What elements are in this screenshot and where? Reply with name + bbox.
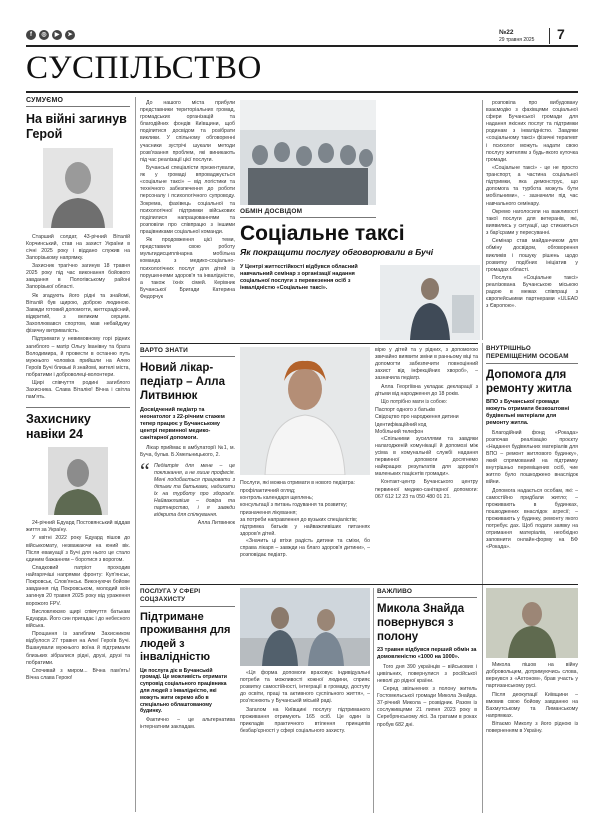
- seminar-photo: [240, 100, 376, 205]
- soldier-release-photo: [486, 588, 578, 658]
- instagram-icon[interactable]: ◎: [39, 30, 49, 40]
- release-article: ВАЖЛИВО Микола Знайда повернувся з полону 23 травня відбувся перший обмін за домовленістю «1000 на 1000». Того дня 390 українців – військових і цивільних, повернулися з російської неволі до рідної країни. Серед звільнених з полону житель Гостомельської громади Микола Знайда. 37-річний Микола – розвідник. Разом із сослуживцями 21 липня 2023 року в Серебрянському лісі. За гратами в роках пробув 682 дні.: [377, 588, 477, 728]
- support-title: Підтримане проживання для людей з інвалідністю: [140, 610, 231, 664]
- benefits-article: ВНУТРІШНЬО ПЕРЕМІЩЕНИМ ОСОБАМ Допомога для ремонту житла ВПО з Бучанської громади можуть отримати безкоштовні будівельні матеріали для ремонту житла. Благодійний фонд «Рокада» розпочав реалізацію проєкту «Надання будівельних матеріалів для ВПО – ремонт житлового будинку», який спрямований на підтримку внутрішньо переміщених осіб, чие житло було пошкоджено внаслідок війни. Допомога надається особам, які: – самостійно придбали житло; – проживають в будинках, пошкоджених внаслідок агресії; – проживають у будинку, ремонту якого потребує дах. Щоб подати заявку на отримання матеріалів, необхідно заповнити онлайн-форму на БФ «Рокада».: [486, 345, 578, 551]
- support-article: ПОСЛУГА У СФЕРІ СОЦЗАХИСТУ Підтримане проживання для людей з інвалідністю Ця послуга діє в Бучанській громаді. Це можливість отримати супровід соціального працівника для людей з інвалідністю, які можуть жити окремо або в спеціально облаштованому будинку. Фактично – це альтернатива інтернатним закладам.: [140, 588, 235, 731]
- list-item: Паспорт одного з батьків: [375, 407, 435, 414]
- doctor-lede: Досвідчений педіатр та неонатолог з 22-річним стажем тепер працює у Бучанському центрі первинної медико-санітарної допомоги.: [140, 406, 225, 441]
- list-item: профілактичний огляд;: [240, 488, 296, 495]
- doctor-article: [140, 347, 235, 527]
- feature-subtitle: Як покращити послугу обговорювали в Бучі: [240, 246, 434, 257]
- rubric-label: ВАЖЛИВО: [377, 588, 413, 595]
- doctor-services: Послуги, які можна отримати в нового педіатра: профілактичний огляд; контроль календаря щеплень; консультації з питань годування та розвитку; призначення лікування; за потреби направлення до вузьких спеціалістів; підтримка батьків у найважливіших питаннях здоров'я дітей. «Значить ці втіхи радість дитини та сміхи, бо справа лікаря – завжди на благо здоров'я дитини», – розповідає педіатр.: [240, 480, 370, 559]
- release-continuation: Микола пішов на війну добровольцем, дотримуючись слова, вернувся з «Ахтоном», брав участь у партизанському русі. Після деокупації Київщини – вмовив свою бойову завданню на Бахмутському та Лиманському напрямках. Вітаємо Миколу з його рідною із поверненням в Україну.: [486, 662, 578, 735]
- support-continuation: «Ця форма допомоги враховує індивідуальні потреби та можливості кожної людини, сприяє розвитку самостійності, інтеграції в громаду, доступу до освіти, праці та активного суспільного життя», – роз'яснюють у Бучанській міській раді. Загалом на Київщині послугу підтриманого проживання отримують 165 осіб. Це один із прикладів практичного втілення принципів безбар'єрності у сфері соціального захисту.: [240, 670, 370, 734]
- article-body: Старший солдат, 43-річний Віталій Корчинський, став на захист України в січні 2025 року і віддано служив на Запорізькому напрямку. Захисник трагічно загинув 18 травня 2025 року під час виконання бойового завдання в Пологівському районі Запорізької області. Як згадують його рідні та знайомі, Віталій був щирою, доброю людиною. Завжди готовий допомогти, життєрадісний, відкритий, з великим серцем. Захоплювався спортом, мав небайдужу фізичну витривалість. Підтримати у невимовному горі рідних загиблого – матір Ольгу Іванівну та брата Володимира, й провести в останню путь мужнього чоловіка прийшли на Алею Героїв Бучі близькі й знайомі, жителі міста, побратими і доброволеці-волонтери. Щирі співчуття родині загиблого Захисника. Слава Віталію! Вічна і світла пам'ять.: [26, 233, 130, 401]
- list-item: консультації з питань годування та розвитку;: [240, 502, 348, 509]
- benefits-lede: ВПО з Бучанської громади можуть отримати безкоштовні будівельні матеріали для ремонту житла.: [486, 398, 570, 426]
- list-item: за потреби направлення до вузьких спеціалістів;: [240, 516, 358, 523]
- rubric-label: ВНУТРІШНЬО ПЕРЕМІЩЕНИМ ОСОБАМ: [486, 345, 569, 360]
- youtube-icon[interactable]: ▶: [52, 30, 62, 40]
- issue-number: №22: [499, 29, 514, 36]
- pull-quote: [140, 457, 235, 527]
- rubric-label: ВАРТО ЗНАТИ: [140, 347, 188, 354]
- quote-mark-icon: “: [140, 457, 150, 483]
- doctor-title: Новий лікар-педіатр – Алла Литвинюк: [140, 361, 225, 402]
- quote-author: Алла Литвинюк: [197, 519, 235, 526]
- doctor-continuation: вірю у дітей та у рідних, з допомогою звичайно виявити зміни в ранньому віці та допомогти забезпечити повноцінний захист від інфекційних хвороб», – зазначила педіатр. Алла Георгіївна укладає декларації з дітьми від народження до 18 років. Що потрібно мати із собою: Паспорт одного з батьків Свідоцтво про народження дитини Ідентифікаційний код Мобільний телефон «Спільними зусиллями та завдяки налагодженій комунікації й допомозі між усіма в комунальній службі надання первинної допомоги досягнемо найкращих результатів для здоров'я маленьких пацієнтів громади». Контакт-центр Бучанського центру первинної медико-санітарної допомоги: 067 612 12 23 та 050 480 01 21.: [375, 347, 478, 500]
- section-title: СУСПІЛЬСТВО: [26, 50, 262, 86]
- doctor-portrait-photo: [240, 347, 370, 475]
- list-item: Ідентифікаційний код: [375, 421, 427, 428]
- feature-continuation: розповіла про вибудовану взаємодію з фахівцями соціальної сфери Бучанської громади для надання якісних послуг та підтримки родинам з інвалідністю. Завдяки «соціальному таксі» фізичні терапевт і психолог можуть надати свою послугу жителям з будь-якого куточка громади. «Соціальне таксі» - це не просто транспорт, а частина соціальної підтримки, яка демонструє, що допомога та турбота можуть бути мобільними», - зазначили під час навчального семінару. Окремо наголосили на важливості такої послуги для ветеранів, які, виявились у ситуації, що стикаються з бар'єрами у пересуванні. Семінар став майданчиком для обміну досвідом, обговорення викликів і пошуку рішень щодо розвитку подібних ініціатив у громадах області. Послуга «Соціальне таксі» реалізована Бучанською міською радою в межах співпраці з європейськими партнерами «ULEAD з Європою».: [486, 100, 578, 310]
- facebook-icon[interactable]: f: [26, 30, 36, 40]
- taxi-photo: [380, 265, 480, 340]
- issue-date: 29 травня 2025: [499, 37, 535, 43]
- list-item: контроль календаря щеплень;: [240, 495, 314, 502]
- article-title: Захиснику навіки 24: [26, 412, 91, 442]
- quote-text: Педіатрія для мене – це покликання, а не лише професія. Мені подобається працювати з дітьми та батьками, надихати їх на турботу про здоров'я. Найважливіше – довіра та партнерство, і я завжди відкрита для спілкування.: [154, 462, 235, 519]
- soldier-portrait-photo: [48, 447, 108, 515]
- feature-lede: У Центрі життєстійкості відбувся обласний навчальний семінар з організації надання соціальної послуги з перевезення осіб з інвалідністю «Соціальне таксі».: [240, 264, 358, 291]
- benefits-title: Допомога для ремонту житла: [486, 368, 572, 395]
- release-title: Микола Знайда повернувся з полону: [377, 602, 465, 643]
- soldier-portrait-photo: [43, 148, 113, 228]
- list-item: Свідоцтво про народження дитини: [375, 414, 459, 421]
- social-icons: [26, 30, 75, 40]
- rubric-label: ПОСЛУГА У СФЕРІ СОЦЗАХИСТУ: [140, 588, 201, 603]
- doctor-address: Лікар приймає в амбулаторії №1, м. Буча, бульв. Б.Хмельницького, 2.: [140, 444, 235, 458]
- release-lede: 23 травня відбувся перший обмін за домовленістю «1000 на 1000».: [377, 646, 477, 660]
- telegram-icon[interactable]: ➤: [65, 30, 75, 40]
- obituary-column: [26, 97, 130, 817]
- article-title: На війні загинув Герой: [26, 111, 127, 141]
- list-item: призначення лікування;: [240, 509, 297, 516]
- masthead: [0, 0, 600, 100]
- feature-title: Соціальне таксі: [240, 221, 405, 245]
- page-number: 7: [557, 26, 565, 42]
- rubric-label: ОБМІН ДОСВІДОМ: [240, 208, 303, 215]
- intro-text: До нашого міста прибули представники територіальних громад, громадських організацій та благодійних фондів Київщини, щоб поділитися досвідом та розібрати виклики. У спільному обговоренні учасники зустрічі шукали методи розв'язання проблем, які виникають під час реалізації цієї послуги. Бучанські спеціалісти презентували, як у громаді впроваджується «соціальне таксі» – від логістики та технічного забезпечення до роботи персоналу і психологічного супроводу. Зокрема, фахівець соціальної та психологічної підтримки військових поділилися напрацюваннями та розповіли про співпрацю з іншими працівниками соціальної команди. Як продовження цієї теми, представили свою роботу мультидисциплінарна мобільна команда з медико-соціально-психологічних послуг для дітей із порушеннями здоров'я та інвалідністю, а також їхніх сімей. Керівник Бучанської Бригади Катерина Федорчук: [140, 100, 235, 300]
- support-lede: Ця послуга діє в Бучанській громаді. Це можливість отримати супровід соціального працівника для людей з інвалідністю, які можуть жити окремо або в спеціально облаштованому будинку.: [140, 667, 227, 715]
- article-body: 24-річний Едуард Постовянський віддав життя за Україну. У квітні 2022 року Едуард пішов до військкомату, незважаючи на юний вік. Після евакуації з Бучі для нього це стало єдиним бажанням – боротися з ворогом. Спадковий патріот проходив найгарячіші напрямки фронту: Куп'янськ, Покровськ, Слов'янськ. Виконуючи бойове завдання під Покровськом, молодий воїн загинув 20 травня 2025 року від ураження ворожого FPV. Висловлюємо щирі співчуття батькам Едуарда. Його син пригадає і до небесного війська. Прощання із загиблим Захисником відбулося 27 травня на Алеї Героїв Бучі. Вшанували мужнього воїна й підтримали близьких зібралися рідні, друзі, друзі та побратими. Спочивай з миром... Вічна пам'ять! Вічна слава Герою!: [26, 520, 130, 681]
- list-item: підтримка батьків у найважливіших питаннях здоров'я дітей.: [240, 523, 370, 537]
- feature-article: [240, 208, 480, 258]
- rubric-label: СУМУЄМО: [26, 97, 64, 104]
- support-photo: [240, 588, 370, 666]
- list-item: Мобільний телефон: [375, 428, 424, 435]
